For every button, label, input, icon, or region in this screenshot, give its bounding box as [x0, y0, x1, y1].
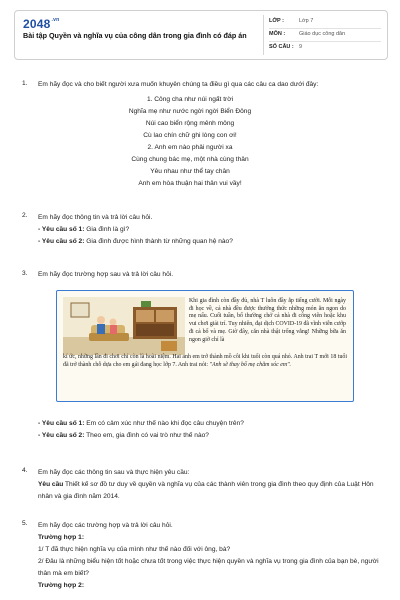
meta-key: LỚP : [269, 18, 284, 24]
requirement [38, 479, 380, 503]
poem-line: Núi cao biển rộng mênh mông [145, 120, 235, 127]
meta-value: Lớp 7 [299, 18, 314, 24]
header-divider [263, 15, 264, 55]
question-body [38, 212, 380, 248]
question-body [38, 467, 380, 503]
requirement-1 [38, 224, 380, 236]
question-number: 2. [22, 212, 28, 219]
requirement-label: - Yêu cầu số 1: [38, 420, 85, 427]
requirement-text: Gia đình là gì? [84, 226, 130, 233]
question-number: 5. [22, 520, 28, 527]
story-quote: "Anh sẽ thay bố mẹ chăm sóc em". [209, 361, 292, 368]
question-body [38, 520, 380, 592]
requirement-2 [38, 430, 380, 442]
question-number: 4. [22, 467, 28, 474]
question-body [38, 418, 380, 442]
case-item: 2/ Đâu là những biểu hiện tốt hoặc chưa tốt trong việc thực hiện quyền và nghĩa vụ trong gia đình của bạn bè, người thân mà em biết? [38, 558, 379, 577]
question-text: Em hãy đọc các trường hợp và trả lời câu hỏi. [38, 522, 173, 529]
logo-text: 2048 [23, 17, 51, 31]
logo-suffix: .vn [51, 17, 60, 23]
case-heading: Trường hợp 1: [38, 534, 85, 541]
poem-line: 1. Công cha như núi ngất trời [146, 96, 234, 103]
question-number: 1. [22, 80, 28, 87]
question-number: 3. [22, 270, 28, 277]
question-text: Em hãy đọc các thông tin sau và thực hiện yêu cầu: [38, 469, 190, 476]
question-text: Em hãy đọc và cho biết người xưa muốn khuyên chúng ta điều gì qua các câu ca dao dưới đây: [38, 81, 319, 88]
poem-line: Nghĩa mẹ như nước ngời ngời Biển Đông [128, 108, 252, 115]
requirement-text: Gia đình được hình thành từ những quan hệ nào? [84, 238, 233, 245]
document-title: Bài tập Quyền và nghĩa vụ của công dân trong gia đình có đáp án [23, 31, 247, 40]
meta-value: Giáo dục công dân [299, 31, 346, 37]
requirement-label: - Yêu cầu số 2: [38, 238, 85, 245]
document-header [14, 10, 388, 60]
case-item: 1/ T đã thực hiện nghĩa vụ của mình như thế nào đối với ông, bà? [38, 546, 231, 553]
poem-line: Anh em hòa thuận hai thân vui vầy! [138, 180, 242, 187]
meta-row-subject [269, 28, 381, 42]
story-text-continued [63, 354, 347, 369]
requirement-2 [38, 236, 380, 248]
meta-key: MÔN : [269, 31, 286, 37]
site-logo[interactable] [23, 17, 59, 31]
requirement-text: Em có cảm xúc như thế nào khi đọc câu chuyện trên? [84, 420, 244, 427]
poem-line: Cù lao chín chữ ghi lòng con ơi! [143, 132, 237, 139]
requirement-text: Theo em, gia đình có vai trò như thế nào? [84, 432, 209, 439]
story-text: Khi gia đình còn đầy đủ, nhà T luôn đầy ắp tiếng cười. Mỗi ngày đi học về, cả nhà đều được thưởng thức những món ăn ngon do mẹ nấu. Cuối tuần, bố thường chở cả nhà đi công viên hoặc khu vui chơi giải trí. Tuy nhiên, đại dịch COVID-19 đã vĩnh viễn cướp đi cả bố và mẹ. Giờ đây, căn nhà thật trống vắng! Những bữa ăn ngon giờ chỉ là [189, 298, 346, 343]
question-text: Em hãy đọc thông tin và trả lời câu hỏi. [38, 214, 153, 221]
meta-row-count [269, 41, 381, 54]
poem-line: Cùng chung bác mẹ, một nhà cùng thân [131, 156, 249, 163]
poem-lines [0, 94, 380, 190]
requirement-label: - Yêu cầu số 1: [38, 226, 85, 233]
story-text: kí ức, những lần đi chơi chỉ còn là hoài niệm. Hai anh em trở thành mồ côi khi tuổi còn quá nhỏ. Anh trai T mới 18 tuổi đã trở thành chỗ dựa cho em gái đang học lớp 7. Anh trai nói: [63, 354, 347, 368]
family-illustration [63, 297, 185, 355]
requirement-1 [38, 418, 380, 430]
requirement-label: Yêu cầu [38, 481, 64, 488]
requirement-label: - Yêu cầu số 2: [38, 432, 85, 439]
case-heading: Trường hợp 2: [38, 582, 85, 589]
meta-row-class [269, 15, 381, 29]
poem-line: Yêu nhau như thể tay chân [150, 168, 230, 175]
meta-value: 9 [299, 44, 303, 50]
question-text: Em hãy đọc trường hợp sau và trả lời câu hỏi. [38, 271, 174, 278]
story-box [56, 290, 354, 402]
meta-key: SỐ CÂU : [269, 44, 294, 50]
requirement-text: Thiết kế sơ đồ tư duy về quyền và nghĩa vụ của các thành viên trong gia đình theo quy định của Luật Hôn nhân và gia đình năm 2014. [38, 481, 374, 500]
poem-line: 2. Anh em nào phải người xa [147, 144, 233, 151]
